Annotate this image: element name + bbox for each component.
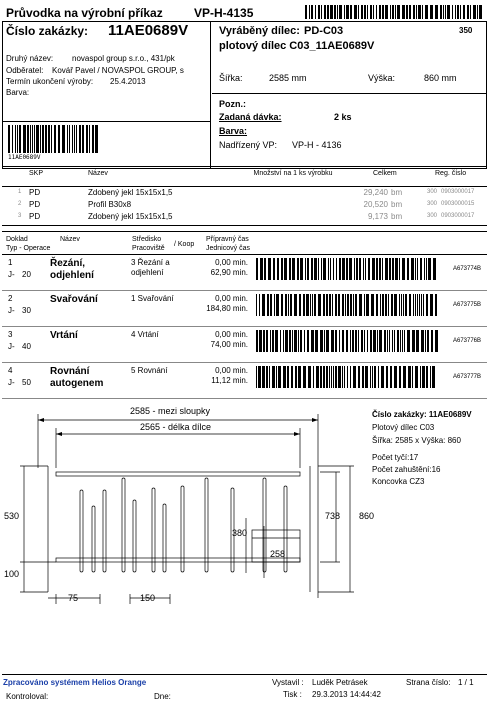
page-number: 1 / 1 <box>458 678 474 687</box>
op-row-op: 40 <box>22 342 31 351</box>
color-label: Barva: <box>6 88 30 97</box>
op-row-barcode <box>256 258 438 280</box>
op-row-doc: 1 <box>8 258 13 267</box>
note-label: Pozn.: <box>219 99 246 109</box>
mat-row-unit: bm <box>391 200 403 209</box>
dim-100: 100 <box>4 569 20 579</box>
print-label: Tisk : <box>283 690 302 699</box>
mat-row-skp: PD <box>29 212 41 221</box>
op-row-code: A673774B <box>453 266 482 272</box>
op-header-typ: Typ - Operace <box>6 245 51 252</box>
op-row-code: A673775B <box>453 302 482 308</box>
mat-row-reg: 0903000015 <box>441 201 475 207</box>
op-header-doklad: Doklad <box>6 236 28 243</box>
op-row-doc: 4 <box>8 366 13 375</box>
height-value: 860 mm <box>424 73 457 83</box>
order-label: Číslo zakázky: <box>6 24 89 38</box>
order-value: 11AE0689V <box>108 22 189 39</box>
mat-header-reg: Reg. číslo <box>435 170 467 177</box>
op-row-doc: 3 <box>8 330 13 339</box>
mat-row-total: 9,173 <box>367 212 388 221</box>
product-color-label: Barva: <box>219 126 248 136</box>
op-row-barcode <box>256 330 438 352</box>
op-row-barcode <box>256 294 438 316</box>
mat-row-no: 2 <box>18 201 22 207</box>
summary-end: Koncovka CZ3 <box>372 477 425 486</box>
header-barcode <box>305 5 485 19</box>
op-row-divider <box>2 362 487 363</box>
op-row-unit: 74,00 min. <box>210 340 248 349</box>
mat-header-qty: Množství na 1 ks výrobku <box>253 170 333 177</box>
customer-name-label: Druhý název: <box>6 54 54 63</box>
batch-label: Zadaná dávka: <box>219 112 282 122</box>
width-value: 2585 mm <box>269 73 307 83</box>
op-row-center: 5 Rovnání <box>131 366 168 375</box>
width-label: Šířka: <box>219 73 243 83</box>
op-row-code: A673776B <box>453 338 482 344</box>
mat-row-reg: 0903000017 <box>441 213 475 219</box>
op-header-prep: Přípravný čas <box>206 236 249 243</box>
op-row-unit: 184,80 min. <box>206 304 248 313</box>
summary-order: Číslo zakázky: 11AE0689V <box>372 410 472 419</box>
document-title: Průvodka na výrobní příkaz <box>6 6 163 20</box>
summary-size: Šířka: 2585 x Výška: 860 <box>372 436 461 445</box>
height-label: Výška: <box>368 73 396 83</box>
op-row-center: 1 Svařování <box>131 294 174 303</box>
order-barcode-text: 11AE0689V <box>8 154 41 161</box>
op-row-prep: 0,00 min. <box>215 330 248 339</box>
op-header-center: Středisko <box>132 236 162 243</box>
mat-header-name: Název <box>88 170 108 177</box>
op-header-unit: Jednicový čas <box>206 245 250 252</box>
deadline: 25.4.2013 <box>110 77 146 86</box>
op-row-center: 3 Řezání a odjehlení <box>131 258 170 277</box>
product-qty: 350 <box>459 26 473 35</box>
dim-380: 380 <box>232 528 248 538</box>
op-row-op: 30 <box>22 306 31 315</box>
mat-row-total: 29,240 <box>363 188 388 197</box>
dim-inner: 2565 - délka dílce <box>140 422 212 432</box>
op-row-typ: J- <box>8 378 15 387</box>
op-row-doc: 2 <box>8 294 13 303</box>
dim-530: 530 <box>4 511 20 521</box>
op-row-prep: 0,00 min. <box>215 258 248 267</box>
mat-row-code: 300 <box>427 201 438 207</box>
dim-150: 150 <box>140 593 156 603</box>
mat-row-no: 1 <box>18 189 22 195</box>
op-row-barcode <box>256 366 438 388</box>
op-row-op: 50 <box>22 378 31 387</box>
mat-row-code: 300 <box>427 213 438 219</box>
print-date: 29.3.2013 14:44:42 <box>312 690 381 699</box>
date-label: Dne: <box>154 692 171 701</box>
issued-by: Luděk Petrásek <box>312 678 368 687</box>
checked-label: Kontroloval: <box>6 692 49 701</box>
parent-label: Nadřízený VP: <box>219 140 278 150</box>
mat-row-unit: bm <box>391 188 403 197</box>
op-header-name: Název <box>60 236 80 243</box>
mat-row-name: Zdobený jekl 15x15x1,5 <box>88 212 173 221</box>
summary-bars: Počet tyčí:17 <box>372 453 419 462</box>
op-row-typ: J- <box>8 342 15 351</box>
order-barcode <box>8 125 98 153</box>
deadline-label: Termín ukončení výroby: <box>6 77 94 86</box>
op-row-code: A673777B <box>453 374 482 380</box>
product-code: PD-C03 <box>304 25 344 37</box>
dim-860: 860 <box>359 511 375 521</box>
op-row-unit: 11,12 min. <box>211 376 248 385</box>
product-label: Vyráběný dílec: <box>219 25 300 37</box>
mat-header-total: Celkem <box>373 170 397 177</box>
mat-row-name: Profil B30x8 <box>88 200 132 209</box>
batch-value: 2 ks <box>334 112 352 122</box>
customer-label: Odběratel: <box>6 66 44 75</box>
customer-name: novaspol group s.r.o., 431/pk <box>72 54 175 63</box>
mat-row-skp: PD <box>29 188 41 197</box>
dim-258: 258 <box>270 549 286 559</box>
mat-row-code: 300 <box>427 189 438 195</box>
issued-label: Vystavil : <box>272 678 304 687</box>
summary-name: Plotový dílec C03 <box>372 423 435 432</box>
op-header-koop: / Koop <box>174 241 195 248</box>
footer-system: Zpracováno systémem Helios Orange <box>3 678 147 687</box>
op-row-divider <box>2 326 487 327</box>
mat-header-skp: SKP <box>29 170 44 177</box>
dim-75: 75 <box>68 593 79 603</box>
op-header-workplace: Pracoviště <box>132 245 165 252</box>
mat-row-name: Zdobený jekl 15x15x1,5 <box>88 188 173 197</box>
op-row-op: 20 <box>22 270 31 279</box>
dim-738: 738 <box>325 511 341 521</box>
op-row-name: Svařování <box>50 294 98 305</box>
mat-row-reg: 0903000017 <box>441 189 475 195</box>
op-row-name: Rovnání autogenem <box>50 366 104 389</box>
op-row-divider <box>2 290 487 291</box>
customer: Kovář Pavel / NOVASPOL GROUP, s <box>52 66 184 75</box>
op-row-name: Řezání, odjehlení <box>50 258 94 281</box>
op-row-prep: 0,00 min. <box>215 294 248 303</box>
mat-row-total: 20,520 <box>363 200 388 209</box>
op-row-name: Vrtání <box>50 330 78 341</box>
parent-value: VP-H - 4136 <box>292 140 342 150</box>
mat-row-unit: bm <box>391 212 403 221</box>
op-row-center: 4 Vrtání <box>131 330 159 339</box>
op-row-prep: 0,00 min. <box>215 366 248 375</box>
mat-row-no: 3 <box>18 213 22 219</box>
order-number: VP-H-4135 <box>194 6 254 20</box>
op-row-typ: J- <box>8 270 15 279</box>
dim-outer: 2585 - mezi sloupky <box>130 406 211 416</box>
summary-bends: Počet zahuštění:16 <box>372 465 441 474</box>
mat-row-skp: PD <box>29 200 41 209</box>
product-name: plotový dílec C03_11AE0689V <box>219 40 375 52</box>
op-row-unit: 62,90 min. <box>210 268 248 277</box>
page-label: Strana číslo: <box>406 678 451 687</box>
op-row-typ: J- <box>8 306 15 315</box>
